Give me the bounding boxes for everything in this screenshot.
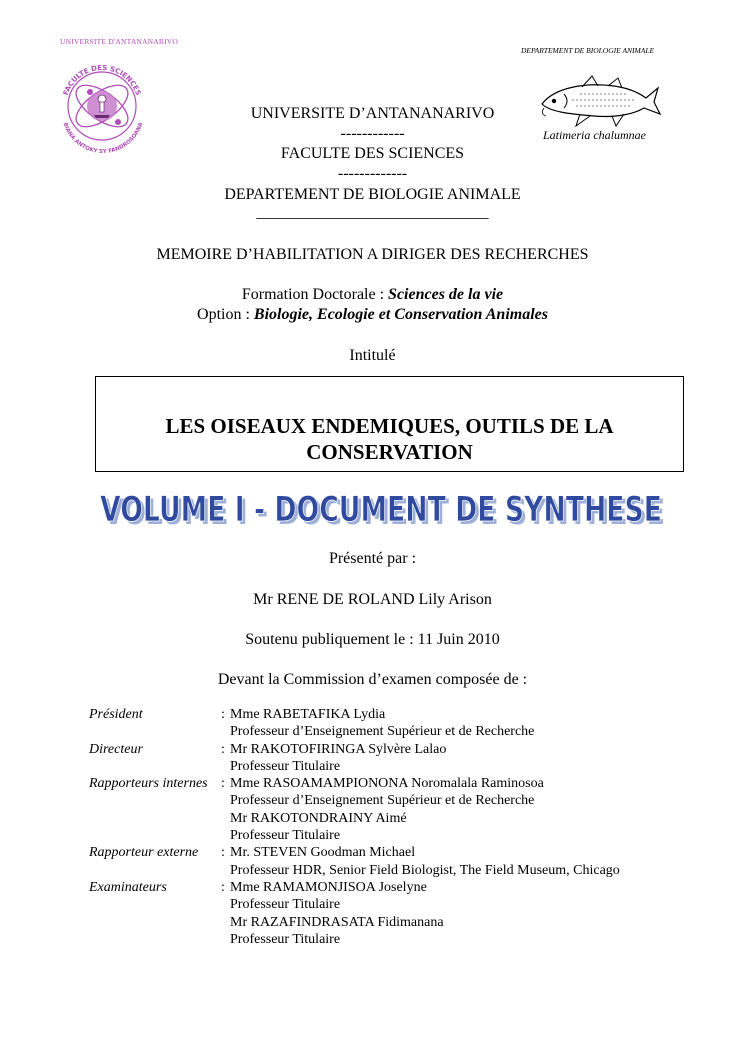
jury-role: Rapporteur externe — [89, 845, 199, 861]
department-header-label: DEPARTEMENT DE BIOLOGIE ANIMALE — [521, 46, 655, 55]
jury-member: Professeur HDR, Senior Field Biologist, The Field Museum, Chicago — [230, 862, 620, 878]
defense-date: Soutenu publiquement le : 11 Juin 2010 — [245, 631, 500, 648]
thesis-title — [96, 413, 683, 465]
jury-member: Mr RAKOTOFIRINGA Sylvère Lalao — [230, 741, 447, 757]
formation-label: Formation Doctorale : — [241, 286, 389, 303]
logo-top-text: UNIVERSITE D'ANTANANARIVO — [60, 37, 179, 46]
jury-member: Mr RAZAFINDRASATA Fidimanana — [230, 914, 444, 930]
presented-by-label: Présenté par : — [328, 550, 417, 567]
volume-wordart-heading — [95, 486, 667, 532]
volume-wordart-shadow: VOLUME I - DOCUMENT DE SYNTHESE — [103, 493, 665, 532]
separator-underline: _____________________________ — [256, 204, 489, 221]
jury-member: Professeur Titulaire — [230, 931, 341, 947]
thesis-title-box — [95, 376, 684, 472]
jury-member: Professeur Titulaire — [230, 828, 341, 844]
department-name: DEPARTEMENT DE BIOLOGIE ANIMALE — [224, 186, 521, 203]
separator-line: ------------ — [340, 125, 405, 142]
jury-role: Président — [89, 707, 143, 722]
jury-colon: : — [221, 879, 225, 895]
separator-line: ------------- — [337, 165, 408, 182]
jury-role: Examinateurs — [89, 879, 167, 895]
jury-member: Mr. STEVEN Goodman Michael — [230, 845, 416, 861]
jury-member: Professeur Titulaire — [230, 758, 341, 774]
thesis-title-line-1: LES OISEAUX ENDEMIQUES, OUTILS DE LA — [165, 414, 614, 438]
jury-member: Professeur d’Enseignement Supérieur et de Recherche — [230, 724, 535, 740]
jury-member: Professeur d’Enseignement Supérieur et de Recherche — [230, 793, 535, 809]
fish-caption: Latimeria chalumnae — [543, 128, 646, 142]
logo-ring-bottom-text: BIANA ANTOKY SY FANDROSOANA — [61, 121, 145, 156]
formation-line — [0, 286, 745, 304]
option-value: Biologie, Ecologie et Conservation Animales — [253, 306, 548, 323]
commission-heading: Devant la Commission d’examen composée de : — [217, 671, 528, 688]
memoire-heading: MEMOIRE D’HABILITATION A DIRIGER DES RECHERCHES — [156, 246, 589, 263]
option-label: Option : — [197, 306, 254, 323]
volume-wordart-text: VOLUME I - DOCUMENT DE SYNTHESE — [100, 490, 662, 530]
formation-value: Sciences de la vie — [388, 286, 504, 303]
jury-member: Mme RASOAMAMPIONONA Noromalala Raminosoa — [230, 776, 544, 792]
thesis-title-line-2: CONSERVATION — [306, 440, 473, 464]
faculty-name: FACULTE DES SCIENCES — [280, 145, 465, 162]
author-name: Mr RENE DE ROLAND Lily Arison — [253, 591, 492, 608]
jury-role: Rapporteurs internes — [89, 776, 208, 792]
university-name: UNIVERSITE D’ANTANANARIVO — [250, 105, 495, 122]
option-line — [0, 306, 745, 324]
logo-ring-top-text: FACULTE DES SCIENCES — [61, 63, 143, 97]
jury-colon: : — [221, 845, 225, 861]
jury-colon: : — [221, 707, 225, 722]
jury-colon: : — [221, 776, 225, 792]
jury-colon: : — [221, 741, 225, 757]
jury-member: Mr RAKOTONDRAINY Aimé — [230, 810, 407, 826]
jury-member: Mme RABETAFIKA Lydia — [230, 707, 386, 722]
jury-role: Directeur — [89, 741, 143, 757]
intitule-label: Intitulé — [349, 347, 396, 364]
jury-member: Professeur Titulaire — [230, 897, 341, 913]
jury-member: Mme RAMAMONJISOA Joselyne — [230, 879, 427, 895]
